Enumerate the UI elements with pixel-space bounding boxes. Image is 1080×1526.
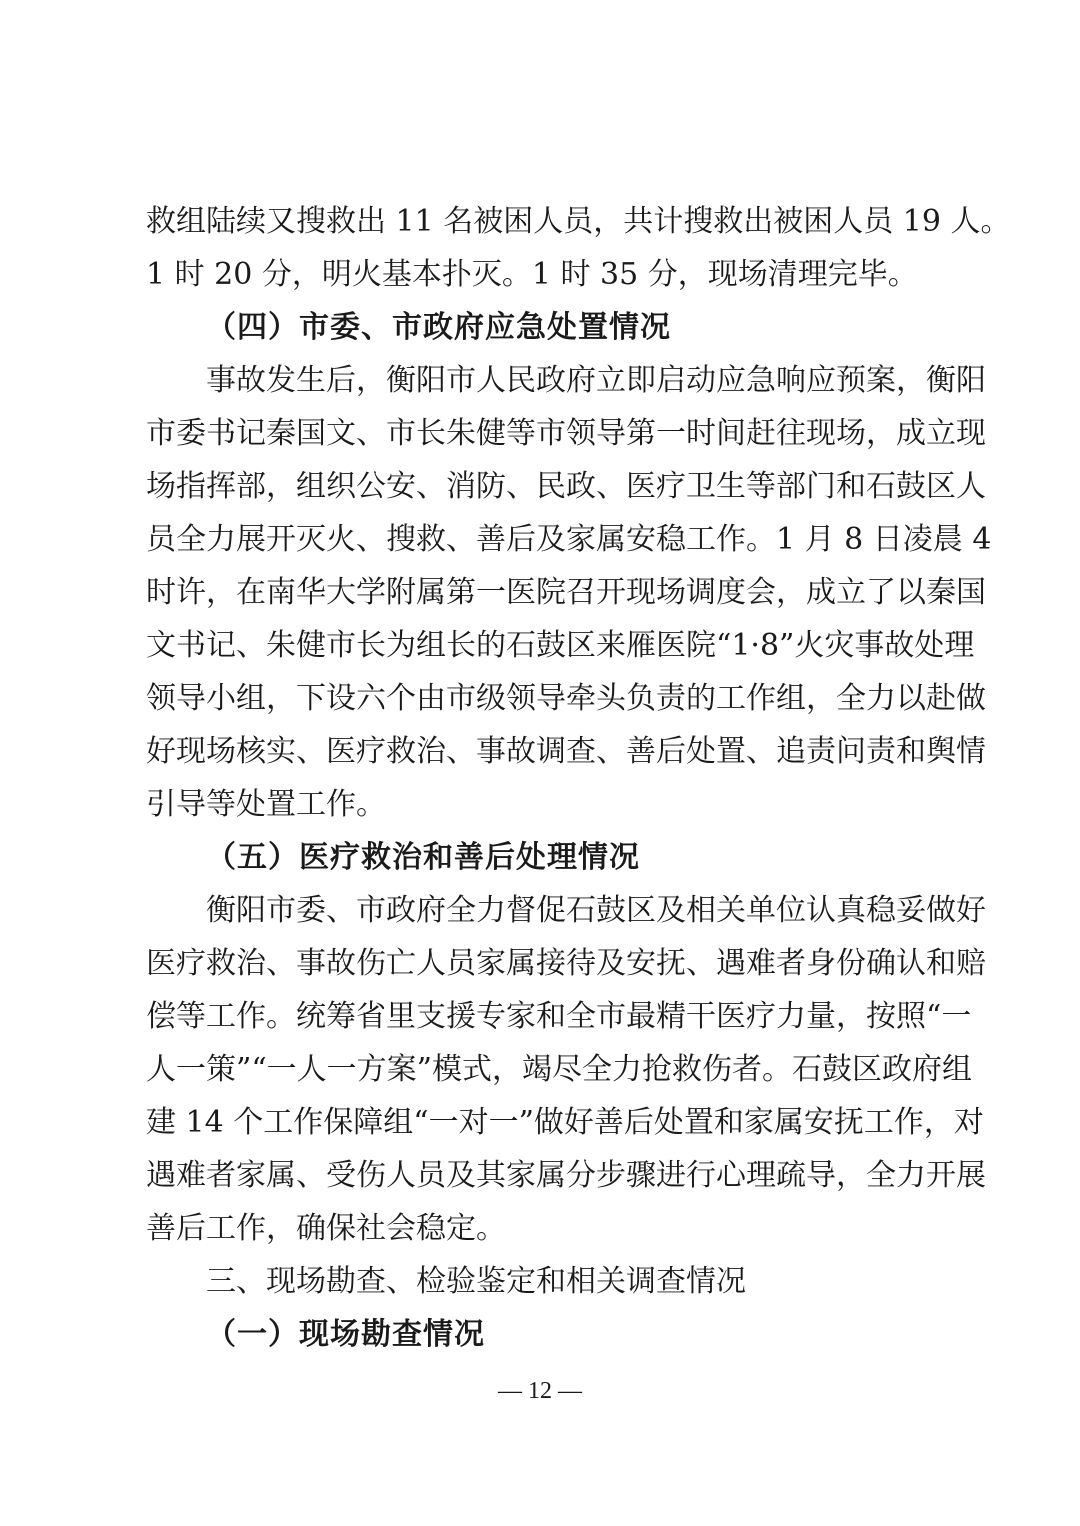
paragraph-line: 救组陆续又搜救出 11 名被困人员，共计搜救出被困人员 19 人。 <box>146 204 1011 239</box>
paragraph-line: 市委书记秦国文、市长朱健等市领导第一时间赶往现场，成立现 <box>146 416 986 451</box>
paragraph-line: 领导小组，下设六个由市级领导牵头负责的工作组，全力以赴做 <box>146 681 986 716</box>
paragraph-line: 好现场核实、医疗救治、事故调查、善后处置、追责问责和舆情 <box>146 734 986 769</box>
paragraph-line: 衡阳市委、市政府全力督促石鼓区及相关单位认真稳妥做好 <box>206 893 986 928</box>
section-heading-5: （五）医疗救治和善后处理情况 <box>206 840 640 875</box>
paragraph-line: 遇难者家属、受伤人员及其家属分步骤进行心理疏导，全力开展 <box>146 1158 986 1193</box>
paragraph-line: 文书记、朱健市长为组长的石鼓区来雁医院“1·8”火灾事故处理 <box>146 628 975 663</box>
section-heading-3: 三、现场勘查、检验鉴定和相关调查情况 <box>206 1264 746 1299</box>
paragraph-line: 场指挥部，组织公安、消防、民政、医疗卫生等部门和石鼓区人 <box>146 469 986 504</box>
paragraph-line: 偿等工作。统筹省里支援专家和全市最精干医疗力量，按照“一 <box>146 999 972 1034</box>
paragraph-line: 善后工作，确保社会稳定。 <box>146 1211 506 1246</box>
paragraph-line: 建 14 个工作保障组“一对一”做好善后处置和家属安抚工作，对 <box>146 1105 984 1140</box>
subsection-heading-1: （一）现场勘查情况 <box>206 1317 485 1352</box>
paragraph-line: 1 时 20 分，明火基本扑灭。1 时 35 分，现场清理完毕。 <box>146 257 918 292</box>
section-heading-4: （四）市委、市政府应急处置情况 <box>206 310 671 345</box>
page-number: — 12 — <box>498 1378 582 1404</box>
paragraph-line: 事故发生后，衡阳市人民政府立即启动应急响应预案，衡阳 <box>206 363 986 398</box>
paragraph-line: 医疗救治、事故伤亡人员家属接待及安抚、遇难者身份确认和赔 <box>146 946 986 981</box>
paragraph-line: 时许，在南华大学附属第一医院召开现场调度会，成立了以秦国 <box>146 575 986 610</box>
paragraph-line: 人一策”“一人一方案”模式，竭尽全力抢救伤者。石鼓区政府组 <box>146 1052 973 1087</box>
paragraph-line: 引导等处置工作。 <box>146 787 386 822</box>
paragraph-line: 员全力展开灭火、搜救、善后及家属安稳工作。1 月 8 日凌晨 4 <box>146 522 992 557</box>
